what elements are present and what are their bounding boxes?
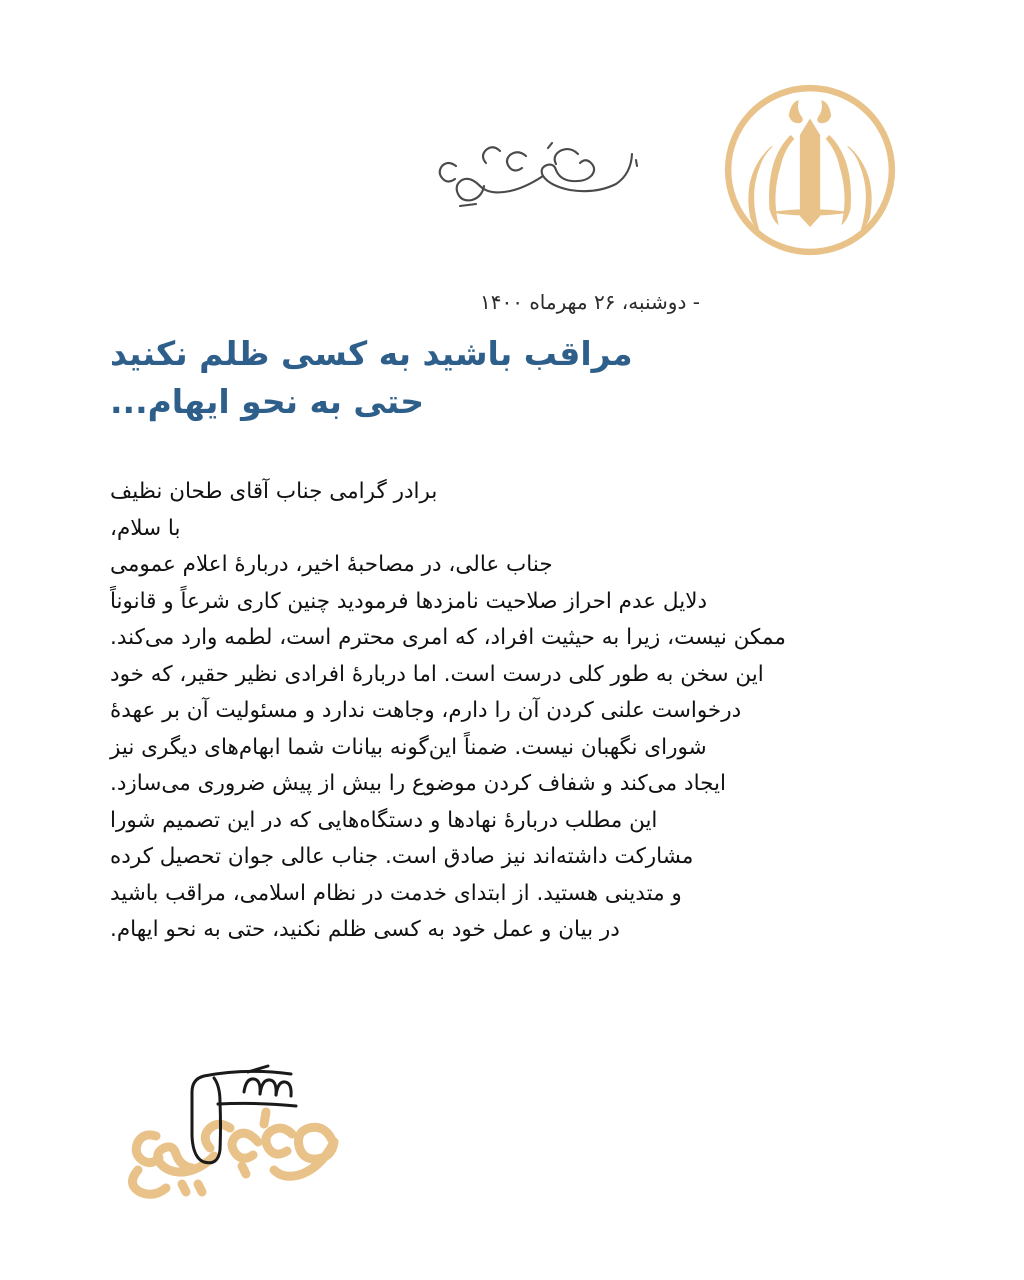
- signature: [96, 1062, 371, 1212]
- body-line: برادر گرامی جناب آقای طحان نظیف: [110, 479, 438, 504]
- body-line: دلایل عدم احراز صلاحیت نامزدها فرمودید چنین کاری شرعاً و قانوناً: [110, 588, 708, 614]
- body-line: این مطلب دربارهٔ نهادها و دستگاه‌هایی که در این تصمیم شورا: [110, 807, 658, 833]
- letter-body: [110, 474, 900, 949]
- bismillah-handwriting: [400, 118, 650, 223]
- body-line: این سخن به طور کلی درست است. اما دربارهٔ افرادی نظیر حقیر، که خود: [110, 661, 764, 687]
- page-title-line-1: مراقب باشید به کسی ظلم نکنید: [110, 334, 633, 373]
- page-title: [110, 330, 900, 426]
- body-line: جناب عالی، در مصاحبهٔ اخیر، دربارهٔ اعلام عمومی: [110, 552, 553, 577]
- body-line: ایجاد می‌کند و شفاف کردن موضوع را بیش از پیش ضروری می‌سازد.: [110, 771, 726, 796]
- body-line: در بیان و عمل خود به کسی ظلم نکنید، حتی به نحو ایهام.: [110, 917, 620, 942]
- signature-name: [371, 1211, 372, 1212]
- page-title-line-2: حتی به نحو ایهام...: [110, 382, 425, 421]
- letter-date-text: - دوشنبه، ۲۶ مهرماه ۱۴۰۰: [480, 290, 700, 314]
- body-line: مشارکت داشته‌اند نیز صادق است. جناب عالی جوان تحصیل کرده: [110, 844, 694, 869]
- body-line: ممکن نیست، زیرا به حیثیت افراد، که امری محترم است، لطمه وارد می‌کند.: [110, 625, 786, 650]
- body-line: و متدینی هستید. از ابتدای خدمت در نظام اسلامی، مراقب باشید: [110, 880, 682, 906]
- letter-date: [480, 288, 900, 316]
- body-line: با سلام،: [110, 515, 181, 541]
- iran-national-emblem: [718, 78, 902, 262]
- body-line: شورای نگهبان نیست. ضمناً این‌گونه بیانات شما ابهام‌های دیگری نیز: [110, 734, 707, 760]
- body-line: درخواست علنی کردن آن را دارم، وجاهت ندارد و مسئولیت آن بر عهدهٔ: [110, 698, 742, 723]
